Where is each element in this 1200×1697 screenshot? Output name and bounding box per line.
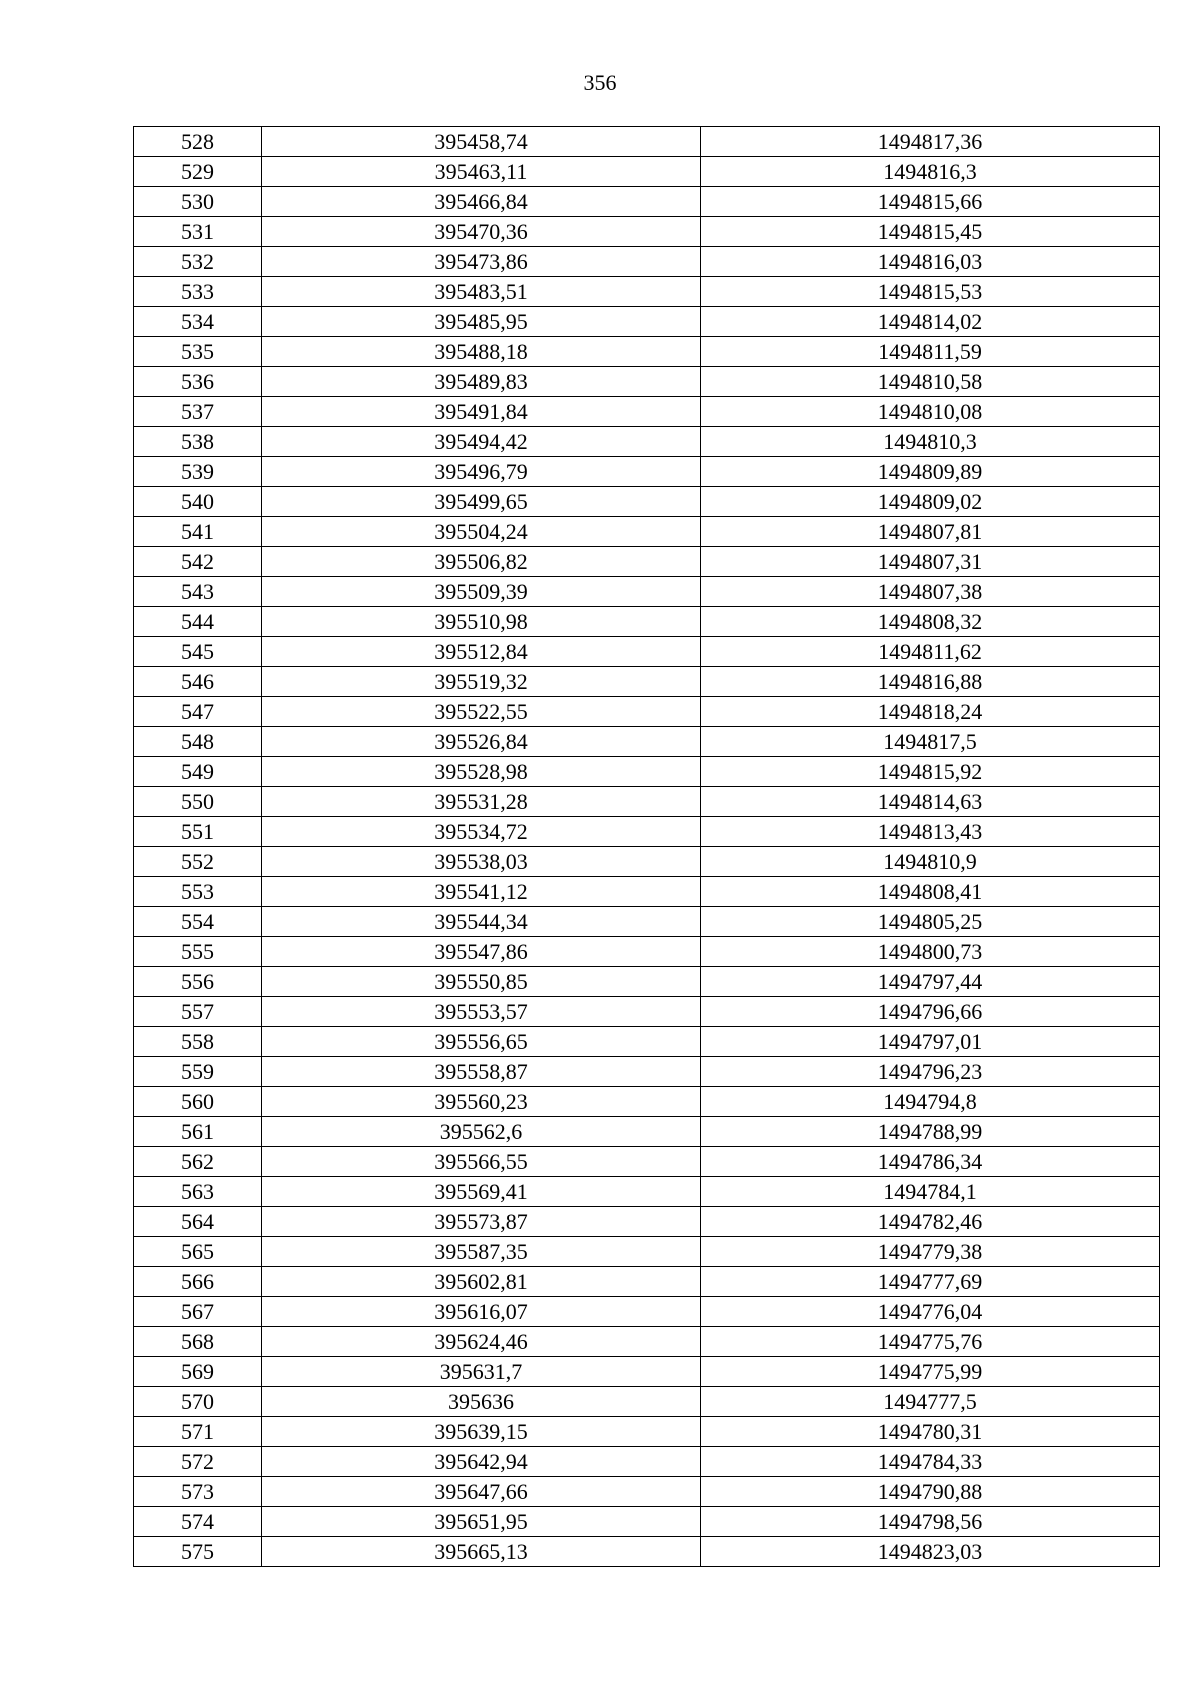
table-row <box>134 757 1160 787</box>
x-coordinate-cell: 395509,39 <box>262 577 701 607</box>
x-coordinate-cell: 395534,72 <box>262 817 701 847</box>
y-coordinate-cell: 1494788,99 <box>701 1117 1160 1147</box>
point-number-cell: 541 <box>134 517 262 547</box>
y-coordinate-cell: 1494784,1 <box>701 1177 1160 1207</box>
y-coordinate-cell: 1494817,36 <box>701 127 1160 157</box>
y-coordinate-cell: 1494815,53 <box>701 277 1160 307</box>
table-row <box>134 187 1160 217</box>
y-coordinate-cell: 1494809,02 <box>701 487 1160 517</box>
x-coordinate-cell: 395558,87 <box>262 1057 701 1087</box>
table-row <box>134 577 1160 607</box>
x-coordinate-cell: 395665,13 <box>262 1537 701 1567</box>
point-number-cell: 530 <box>134 187 262 217</box>
x-coordinate-cell: 395499,65 <box>262 487 701 517</box>
point-number-cell: 569 <box>134 1357 262 1387</box>
y-coordinate-cell: 1494775,99 <box>701 1357 1160 1387</box>
point-number-cell: 545 <box>134 637 262 667</box>
x-coordinate-cell: 395631,7 <box>262 1357 701 1387</box>
table-row <box>134 787 1160 817</box>
table-row <box>134 1117 1160 1147</box>
x-coordinate-cell: 395458,74 <box>262 127 701 157</box>
table-row <box>134 847 1160 877</box>
x-coordinate-cell: 395485,95 <box>262 307 701 337</box>
x-coordinate-cell: 395473,86 <box>262 247 701 277</box>
point-number-cell: 544 <box>134 607 262 637</box>
table-row <box>134 1177 1160 1207</box>
x-coordinate-cell: 395506,82 <box>262 547 701 577</box>
y-coordinate-cell: 1494807,81 <box>701 517 1160 547</box>
x-coordinate-cell: 395510,98 <box>262 607 701 637</box>
table-row <box>134 517 1160 547</box>
y-coordinate-cell: 1494790,88 <box>701 1477 1160 1507</box>
point-number-cell: 566 <box>134 1267 262 1297</box>
y-coordinate-cell: 1494784,33 <box>701 1447 1160 1477</box>
y-coordinate-cell: 1494807,31 <box>701 547 1160 577</box>
table-row <box>134 1027 1160 1057</box>
y-coordinate-cell: 1494814,63 <box>701 787 1160 817</box>
point-number-cell: 538 <box>134 427 262 457</box>
y-coordinate-cell: 1494797,01 <box>701 1027 1160 1057</box>
y-coordinate-cell: 1494797,44 <box>701 967 1160 997</box>
point-number-cell: 573 <box>134 1477 262 1507</box>
y-coordinate-cell: 1494809,89 <box>701 457 1160 487</box>
point-number-cell: 567 <box>134 1297 262 1327</box>
table-row <box>134 1327 1160 1357</box>
x-coordinate-cell: 395639,15 <box>262 1417 701 1447</box>
table-row <box>134 1057 1160 1087</box>
table-row <box>134 697 1160 727</box>
point-number-cell: 535 <box>134 337 262 367</box>
x-coordinate-cell: 395496,79 <box>262 457 701 487</box>
table-row <box>134 427 1160 457</box>
point-number-cell: 540 <box>134 487 262 517</box>
point-number-cell: 559 <box>134 1057 262 1087</box>
table-row <box>134 247 1160 277</box>
table-row <box>134 1537 1160 1567</box>
x-coordinate-cell: 395602,81 <box>262 1267 701 1297</box>
x-coordinate-cell: 395556,65 <box>262 1027 701 1057</box>
table-row <box>134 1297 1160 1327</box>
page-number: 356 <box>583 70 617 95</box>
y-coordinate-cell: 1494807,38 <box>701 577 1160 607</box>
table-row <box>134 727 1160 757</box>
point-number-cell: 532 <box>134 247 262 277</box>
y-coordinate-cell: 1494811,59 <box>701 337 1160 367</box>
point-number-cell: 542 <box>134 547 262 577</box>
x-coordinate-cell: 395651,95 <box>262 1507 701 1537</box>
y-coordinate-cell: 1494823,03 <box>701 1537 1160 1567</box>
y-coordinate-cell: 1494777,69 <box>701 1267 1160 1297</box>
point-number-cell: 557 <box>134 997 262 1027</box>
table-row <box>134 487 1160 517</box>
table-row <box>134 997 1160 1027</box>
x-coordinate-cell: 395553,57 <box>262 997 701 1027</box>
table-row <box>134 397 1160 427</box>
y-coordinate-cell: 1494777,5 <box>701 1387 1160 1417</box>
point-number-cell: 561 <box>134 1117 262 1147</box>
x-coordinate-cell: 395463,11 <box>262 157 701 187</box>
x-coordinate-cell: 395573,87 <box>262 1207 701 1237</box>
table-row <box>134 907 1160 937</box>
point-number-cell: 575 <box>134 1537 262 1567</box>
x-coordinate-cell: 395504,24 <box>262 517 701 547</box>
point-number-cell: 560 <box>134 1087 262 1117</box>
table-row <box>134 367 1160 397</box>
x-coordinate-cell: 395541,12 <box>262 877 701 907</box>
point-number-cell: 533 <box>134 277 262 307</box>
x-coordinate-cell: 395544,34 <box>262 907 701 937</box>
x-coordinate-cell: 395566,55 <box>262 1147 701 1177</box>
x-coordinate-cell: 395491,84 <box>262 397 701 427</box>
coordinates-table-body <box>134 127 1160 1567</box>
point-number-cell: 558 <box>134 1027 262 1057</box>
table-row <box>134 217 1160 247</box>
y-coordinate-cell: 1494808,32 <box>701 607 1160 637</box>
table-row <box>134 337 1160 367</box>
point-number-cell: 547 <box>134 697 262 727</box>
y-coordinate-cell: 1494796,23 <box>701 1057 1160 1087</box>
table-row <box>134 1087 1160 1117</box>
y-coordinate-cell: 1494808,41 <box>701 877 1160 907</box>
x-coordinate-cell: 395569,41 <box>262 1177 701 1207</box>
x-coordinate-cell: 395642,94 <box>262 1447 701 1477</box>
point-number-cell: 551 <box>134 817 262 847</box>
x-coordinate-cell: 395547,86 <box>262 937 701 967</box>
point-number-cell: 550 <box>134 787 262 817</box>
x-coordinate-cell: 395489,83 <box>262 367 701 397</box>
table-row <box>134 967 1160 997</box>
table-row <box>134 1507 1160 1537</box>
table-row <box>134 937 1160 967</box>
point-number-cell: 531 <box>134 217 262 247</box>
y-coordinate-cell: 1494779,38 <box>701 1237 1160 1267</box>
x-coordinate-cell: 395528,98 <box>262 757 701 787</box>
x-coordinate-cell: 395494,42 <box>262 427 701 457</box>
table-row <box>134 667 1160 697</box>
y-coordinate-cell: 1494780,31 <box>701 1417 1160 1447</box>
x-coordinate-cell: 395616,07 <box>262 1297 701 1327</box>
y-coordinate-cell: 1494798,56 <box>701 1507 1160 1537</box>
point-number-cell: 539 <box>134 457 262 487</box>
point-number-cell: 568 <box>134 1327 262 1357</box>
table-row <box>134 817 1160 847</box>
y-coordinate-cell: 1494815,66 <box>701 187 1160 217</box>
y-coordinate-cell: 1494810,9 <box>701 847 1160 877</box>
x-coordinate-cell: 395526,84 <box>262 727 701 757</box>
table-row <box>134 457 1160 487</box>
y-coordinate-cell: 1494805,25 <box>701 907 1160 937</box>
y-coordinate-cell: 1494816,88 <box>701 667 1160 697</box>
x-coordinate-cell: 395519,32 <box>262 667 701 697</box>
point-number-cell: 552 <box>134 847 262 877</box>
x-coordinate-cell: 395488,18 <box>262 337 701 367</box>
y-coordinate-cell: 1494796,66 <box>701 997 1160 1027</box>
table-row <box>134 1237 1160 1267</box>
y-coordinate-cell: 1494775,76 <box>701 1327 1160 1357</box>
point-number-cell: 537 <box>134 397 262 427</box>
table-row <box>134 1387 1160 1417</box>
table-row <box>134 1267 1160 1297</box>
point-number-cell: 574 <box>134 1507 262 1537</box>
y-coordinate-cell: 1494800,73 <box>701 937 1160 967</box>
y-coordinate-cell: 1494817,5 <box>701 727 1160 757</box>
point-number-cell: 564 <box>134 1207 262 1237</box>
table-row <box>134 1477 1160 1507</box>
point-number-cell: 553 <box>134 877 262 907</box>
point-number-cell: 571 <box>134 1417 262 1447</box>
table-row <box>134 157 1160 187</box>
table-row <box>134 607 1160 637</box>
point-number-cell: 562 <box>134 1147 262 1177</box>
point-number-cell: 534 <box>134 307 262 337</box>
table-row <box>134 1207 1160 1237</box>
x-coordinate-cell: 395587,35 <box>262 1237 701 1267</box>
x-coordinate-cell: 395538,03 <box>262 847 701 877</box>
point-number-cell: 563 <box>134 1177 262 1207</box>
y-coordinate-cell: 1494786,34 <box>701 1147 1160 1177</box>
x-coordinate-cell: 395522,55 <box>262 697 701 727</box>
y-coordinate-cell: 1494818,24 <box>701 697 1160 727</box>
y-coordinate-cell: 1494810,58 <box>701 367 1160 397</box>
y-coordinate-cell: 1494815,45 <box>701 217 1160 247</box>
x-coordinate-cell: 395636 <box>262 1387 701 1417</box>
table-row <box>134 1357 1160 1387</box>
x-coordinate-cell: 395466,84 <box>262 187 701 217</box>
point-number-cell: 536 <box>134 367 262 397</box>
x-coordinate-cell: 395550,85 <box>262 967 701 997</box>
x-coordinate-cell: 395560,23 <box>262 1087 701 1117</box>
y-coordinate-cell: 1494782,46 <box>701 1207 1160 1237</box>
point-number-cell: 565 <box>134 1237 262 1267</box>
point-number-cell: 528 <box>134 127 262 157</box>
x-coordinate-cell: 395512,84 <box>262 637 701 667</box>
table-row <box>134 277 1160 307</box>
table-row <box>134 637 1160 667</box>
y-coordinate-cell: 1494816,3 <box>701 157 1160 187</box>
x-coordinate-cell: 395624,46 <box>262 1327 701 1357</box>
x-coordinate-cell: 395531,28 <box>262 787 701 817</box>
point-number-cell: 543 <box>134 577 262 607</box>
point-number-cell: 549 <box>134 757 262 787</box>
y-coordinate-cell: 1494814,02 <box>701 307 1160 337</box>
point-number-cell: 554 <box>134 907 262 937</box>
point-number-cell: 570 <box>134 1387 262 1417</box>
y-coordinate-cell: 1494815,92 <box>701 757 1160 787</box>
x-coordinate-cell: 395483,51 <box>262 277 701 307</box>
table-row <box>134 307 1160 337</box>
point-number-cell: 572 <box>134 1447 262 1477</box>
coordinates-table <box>133 126 1160 1567</box>
y-coordinate-cell: 1494776,04 <box>701 1297 1160 1327</box>
table-row <box>134 547 1160 577</box>
point-number-cell: 546 <box>134 667 262 697</box>
table-row <box>134 1147 1160 1177</box>
y-coordinate-cell: 1494794,8 <box>701 1087 1160 1117</box>
y-coordinate-cell: 1494813,43 <box>701 817 1160 847</box>
y-coordinate-cell: 1494810,08 <box>701 397 1160 427</box>
table-row <box>134 1447 1160 1477</box>
table-row <box>134 1417 1160 1447</box>
x-coordinate-cell: 395562,6 <box>262 1117 701 1147</box>
point-number-cell: 529 <box>134 157 262 187</box>
x-coordinate-cell: 395470,36 <box>262 217 701 247</box>
point-number-cell: 548 <box>134 727 262 757</box>
point-number-cell: 555 <box>134 937 262 967</box>
table-row <box>134 127 1160 157</box>
point-number-cell: 556 <box>134 967 262 997</box>
table-row <box>134 877 1160 907</box>
y-coordinate-cell: 1494810,3 <box>701 427 1160 457</box>
x-coordinate-cell: 395647,66 <box>262 1477 701 1507</box>
y-coordinate-cell: 1494811,62 <box>701 637 1160 667</box>
y-coordinate-cell: 1494816,03 <box>701 247 1160 277</box>
